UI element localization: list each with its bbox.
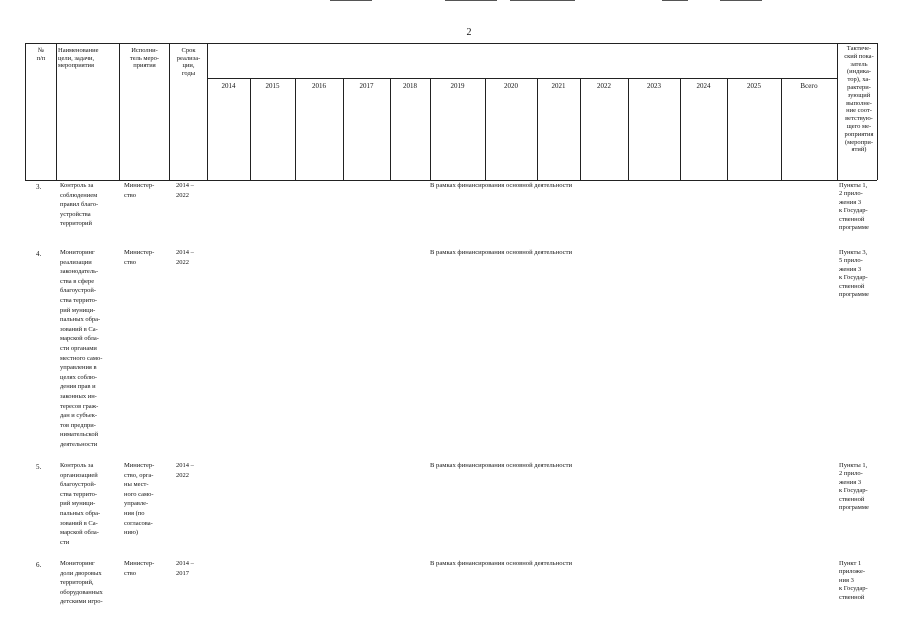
- row-term: 2014 – 2022: [176, 249, 194, 266]
- year-col-divider: [250, 78, 251, 180]
- year-col-divider: [430, 78, 431, 180]
- year-2024: 2024: [696, 82, 711, 90]
- row-name: Контроль за организацией благоустрой- ства террито- рий муници- пальных обра- зований в Са- марской обла- сти: [60, 462, 101, 546]
- scan-artifact-line: [662, 0, 688, 1]
- row-tactical: Пункты 3, 5 прило- жения 3 к Государ- ственной программе: [839, 249, 869, 299]
- header-executor: Исполни- тель меро- приятия: [129, 47, 160, 70]
- year-2023: 2023: [647, 82, 661, 90]
- col-divider: [207, 43, 208, 180]
- scan-artifact-line: [720, 0, 762, 1]
- table-border-left: [25, 43, 26, 180]
- year-col-divider: [781, 78, 782, 180]
- year-col-divider: [628, 78, 629, 180]
- year-2016: 2016: [312, 82, 326, 90]
- year-2025: 2025: [747, 82, 761, 90]
- col-divider: [169, 43, 170, 180]
- year-2015: 2015: [265, 82, 280, 90]
- row-term: 2014 – 2022: [176, 462, 194, 479]
- row-tactical: Пункты 1, 2 прило- жения 3 к Государ- ственной программе: [839, 462, 869, 512]
- years-divider: [207, 78, 837, 79]
- row-tactical: Пункт 1 приложе- ния 3 к Государ- ственной: [839, 560, 868, 601]
- row-funding: В рамках финансирования основной деятельности: [430, 560, 573, 567]
- year-total: Всего: [800, 82, 818, 90]
- row-number: 4.: [36, 250, 42, 258]
- row-tactical: Пункты 1, 2 прило- жения 3 к Государ- ственной программе: [839, 182, 869, 232]
- row-term: 2014 – 2017: [176, 560, 194, 577]
- row-name: Контроль за соблюдением правил благо- устройства территорий: [60, 182, 99, 228]
- col-divider: [56, 43, 57, 180]
- row-funding: В рамках финансирования основной деятельности: [430, 249, 573, 256]
- scan-artifact-line: [330, 0, 372, 1]
- row-executor: Министер- ство, орга- ны мест- ного само- управле- ния (по согласова- нию): [124, 462, 155, 537]
- year-col-divider: [343, 78, 344, 180]
- year-col-divider: [727, 78, 728, 180]
- year-2021: 2021: [551, 82, 566, 90]
- year-2019: 2019: [450, 82, 465, 90]
- row-executor: Министер- ство: [124, 249, 155, 266]
- row-name: Мониторинг доли дворовых территорий, оборудованных детскими игро-: [60, 560, 103, 606]
- year-col-divider: [680, 78, 681, 180]
- year-col-divider: [295, 78, 296, 180]
- year-col-divider: [580, 78, 581, 180]
- year-2014: 2014: [221, 82, 236, 90]
- row-number: 5.: [36, 463, 42, 471]
- row-term: 2014 – 2022: [176, 182, 194, 199]
- row-number: 6.: [36, 561, 42, 569]
- scan-artifact-line: [510, 0, 575, 1]
- row-executor: Министер- ство: [124, 560, 155, 577]
- year-col-divider: [390, 78, 391, 180]
- header-tactical: Тактиче- ский пока- затель (индика- тор), ха- рактери- зующий выполне- ние соот- ветствую- щего ме- роприятия (меропри- ятий): [844, 45, 874, 154]
- year-col-divider: [485, 78, 486, 180]
- row-funding: В рамках финансирования основной деятельности: [430, 182, 573, 189]
- header-name: Наименование цели, задачи, мероприятия: [58, 47, 99, 70]
- header-num: № п/п: [36, 47, 46, 62]
- header-term: Срок реализа- ции, годы: [176, 47, 201, 77]
- year-col-divider: [537, 78, 538, 180]
- col-divider: [119, 43, 120, 180]
- year-2017: 2017: [359, 82, 374, 90]
- year-2018: 2018: [403, 82, 417, 90]
- year-2022: 2022: [597, 82, 611, 90]
- row-executor: Министер- ство: [124, 182, 155, 199]
- year-2020: 2020: [504, 82, 518, 90]
- page-number: 2: [466, 27, 472, 38]
- row-funding: В рамках финансирования основной деятельности: [430, 462, 573, 469]
- scan-artifact-line: [445, 0, 497, 1]
- table-border-top: [25, 43, 877, 44]
- row-name: Мониторинг реализации законодатель- ства в сфере благоустрой- ства террито- рий муници- пальных обра- зований в Са- марской обла- сти органами местного само- управления в целях соблю- дения прав и законных ин- тересов граж- дан и субъек- тов предпри- нимательской деятельности: [60, 249, 103, 448]
- row-number: 3.: [36, 183, 42, 191]
